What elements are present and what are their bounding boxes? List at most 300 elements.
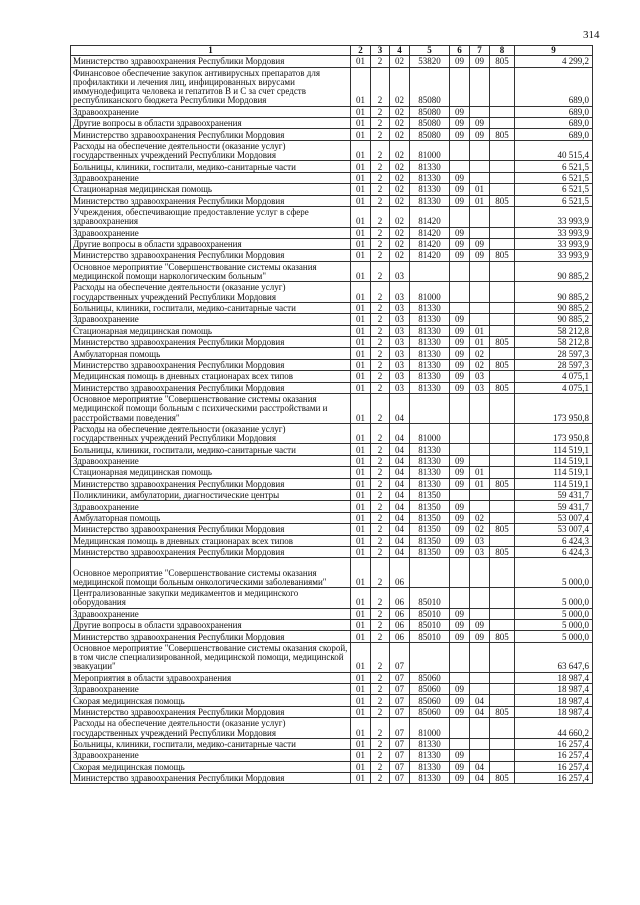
section-cell: 09 bbox=[450, 631, 470, 642]
event-cell: 06 bbox=[390, 620, 410, 631]
subprogram-cell: 2 bbox=[371, 227, 390, 238]
name-cell: Министерство здравоохранения Республики Мордовия bbox=[71, 382, 351, 393]
subsection-cell bbox=[470, 455, 490, 466]
event-cell: 02 bbox=[390, 161, 410, 172]
name-cell: Учреждения, обеспечивающие предоставление услуг в сфере здравоохранения bbox=[71, 206, 351, 227]
subsection-cell bbox=[470, 302, 490, 313]
sum-cell: 689,0 bbox=[515, 117, 593, 128]
sum-cell: 63 647,6 bbox=[515, 642, 593, 672]
table-row bbox=[71, 558, 593, 588]
table-row bbox=[71, 642, 593, 672]
event-cell: 04 bbox=[390, 423, 410, 444]
direction-cell: 81330 bbox=[410, 750, 450, 761]
section-cell: 09 bbox=[450, 382, 470, 393]
name-cell: Министерство здравоохранения Республики Мордовия bbox=[71, 250, 351, 261]
sum-cell: 58 212,8 bbox=[515, 337, 593, 348]
subsection-cell: 01 bbox=[470, 325, 490, 336]
ministry-cell bbox=[490, 140, 515, 161]
event-cell: 02 bbox=[390, 172, 410, 183]
name-cell: Расходы на обеспечение деятельности (оказание услуг) государственных учреждений Республики Мордовия bbox=[71, 718, 351, 739]
name-cell: Стационарная медицинская помощь bbox=[71, 184, 351, 195]
program-cell: 01 bbox=[351, 478, 371, 489]
table-row bbox=[71, 371, 593, 382]
section-cell: 09 bbox=[450, 478, 470, 489]
direction-cell: 81000 bbox=[410, 423, 450, 444]
section-cell: 09 bbox=[450, 524, 470, 535]
name-cell: Министерство здравоохранения Республики Мордовия bbox=[71, 56, 351, 67]
program-cell: 01 bbox=[351, 282, 371, 303]
event-cell: 07 bbox=[390, 718, 410, 739]
subprogram-cell: 2 bbox=[371, 706, 390, 717]
ministry-cell bbox=[490, 172, 515, 183]
event-cell: 04 bbox=[390, 535, 410, 546]
subprogram-cell: 2 bbox=[371, 394, 390, 424]
sum-cell: 6 521,5 bbox=[515, 172, 593, 183]
direction-cell: 81330 bbox=[410, 467, 450, 478]
table-row bbox=[71, 337, 593, 348]
event-cell: 03 bbox=[390, 261, 410, 282]
subprogram-cell: 2 bbox=[371, 631, 390, 642]
program-cell: 01 bbox=[351, 501, 371, 512]
subsection-cell: 01 bbox=[470, 195, 490, 206]
section-cell: 09 bbox=[450, 695, 470, 706]
subsection-cell bbox=[470, 489, 490, 500]
table-row bbox=[71, 140, 593, 161]
subprogram-cell: 2 bbox=[371, 535, 390, 546]
event-cell: 02 bbox=[390, 184, 410, 195]
table-row bbox=[71, 706, 593, 717]
section-cell: 09 bbox=[450, 250, 470, 261]
table-row bbox=[71, 67, 593, 106]
direction-cell: 81330 bbox=[410, 444, 450, 455]
section-cell: 09 bbox=[450, 359, 470, 370]
sum-cell: 18 987,4 bbox=[515, 672, 593, 683]
table-row bbox=[71, 512, 593, 523]
subprogram-cell: 2 bbox=[371, 302, 390, 313]
section-cell bbox=[450, 738, 470, 749]
name-cell: Больницы, клиники, госпитали, медико-санитарные части bbox=[71, 161, 351, 172]
subsection-cell: 03 bbox=[470, 382, 490, 393]
section-cell: 09 bbox=[450, 467, 470, 478]
ministry-cell bbox=[490, 444, 515, 455]
direction-cell: 81420 bbox=[410, 238, 450, 249]
direction-cell: 81350 bbox=[410, 512, 450, 523]
subprogram-cell: 2 bbox=[371, 642, 390, 672]
section-cell: 09 bbox=[450, 238, 470, 249]
program-cell: 01 bbox=[351, 695, 371, 706]
event-cell: 04 bbox=[390, 478, 410, 489]
subprogram-cell: 2 bbox=[371, 140, 390, 161]
ministry-cell bbox=[490, 106, 515, 117]
ministry-cell bbox=[490, 608, 515, 619]
subprogram-cell: 2 bbox=[371, 67, 390, 106]
program-cell: 01 bbox=[351, 129, 371, 140]
section-cell: 09 bbox=[450, 195, 470, 206]
program-cell: 01 bbox=[351, 394, 371, 424]
direction-cell: 81420 bbox=[410, 250, 450, 261]
program-cell: 01 bbox=[351, 718, 371, 739]
subsection-cell: 09 bbox=[470, 620, 490, 631]
section-cell bbox=[450, 489, 470, 500]
name-cell: Здравоохранение bbox=[71, 106, 351, 117]
name-cell: Министерство здравоохранения Республики Мордовия bbox=[71, 546, 351, 557]
section-cell: 09 bbox=[450, 325, 470, 336]
ministry-cell bbox=[490, 672, 515, 683]
table-row bbox=[71, 250, 593, 261]
subprogram-cell: 2 bbox=[371, 608, 390, 619]
table-row bbox=[71, 718, 593, 739]
section-cell: 09 bbox=[450, 227, 470, 238]
subprogram-cell: 2 bbox=[371, 546, 390, 557]
event-cell: 03 bbox=[390, 282, 410, 303]
event-cell: 07 bbox=[390, 750, 410, 761]
ministry-cell: 805 bbox=[490, 772, 515, 783]
name-cell: Министерство здравоохранения Республики Мордовия bbox=[71, 478, 351, 489]
sum-cell: 33 993,9 bbox=[515, 206, 593, 227]
subsection-cell: 02 bbox=[470, 359, 490, 370]
name-cell: Расходы на обеспечение деятельности (оказание услуг) государственных учреждений Республики Мордовия bbox=[71, 282, 351, 303]
direction-cell: 81350 bbox=[410, 501, 450, 512]
direction-cell: 85060 bbox=[410, 695, 450, 706]
program-cell: 01 bbox=[351, 761, 371, 772]
event-cell: 02 bbox=[390, 238, 410, 249]
sum-cell: 53 007,4 bbox=[515, 512, 593, 523]
sum-cell: 16 257,4 bbox=[515, 738, 593, 749]
ministry-cell bbox=[490, 455, 515, 466]
subsection-cell bbox=[470, 206, 490, 227]
direction-cell: 81330 bbox=[410, 761, 450, 772]
section-cell: 09 bbox=[450, 56, 470, 67]
sum-cell: 40 515,4 bbox=[515, 140, 593, 161]
name-cell: Медицинская помощь в дневных стационарах всех типов bbox=[71, 371, 351, 382]
subsection-cell bbox=[470, 161, 490, 172]
subprogram-cell: 2 bbox=[371, 325, 390, 336]
direction-cell: 85060 bbox=[410, 706, 450, 717]
direction-cell: 81000 bbox=[410, 140, 450, 161]
name-cell: Стационарная медицинская помощь bbox=[71, 325, 351, 336]
program-cell: 01 bbox=[351, 359, 371, 370]
program-cell: 01 bbox=[351, 348, 371, 359]
section-cell: 09 bbox=[450, 117, 470, 128]
direction-cell: 85080 bbox=[410, 106, 450, 117]
event-cell: 04 bbox=[390, 455, 410, 466]
ministry-cell: 805 bbox=[490, 195, 515, 206]
sum-cell: 5 000,0 bbox=[515, 558, 593, 588]
event-cell: 07 bbox=[390, 672, 410, 683]
table-row bbox=[71, 467, 593, 478]
subprogram-cell: 2 bbox=[371, 195, 390, 206]
section-cell bbox=[450, 282, 470, 303]
program-cell: 01 bbox=[351, 444, 371, 455]
ministry-cell: 805 bbox=[490, 631, 515, 642]
sum-cell: 16 257,4 bbox=[515, 750, 593, 761]
name-cell: Министерство здравоохранения Республики Мордовия bbox=[71, 337, 351, 348]
name-cell: Другие вопросы в области здравоохранения bbox=[71, 620, 351, 631]
name-cell: Основное мероприятие "Совершенствование системы оказания медицинской помощи больным с психическими расстройствами и расстройствами поведения" bbox=[71, 394, 351, 424]
subprogram-cell: 2 bbox=[371, 501, 390, 512]
table-row bbox=[71, 394, 593, 424]
name-cell: Министерство здравоохранения Республики Мордовия bbox=[71, 772, 351, 783]
ministry-cell bbox=[490, 684, 515, 695]
name-cell: Больницы, клиники, госпитали, медико-санитарные части bbox=[71, 738, 351, 749]
name-cell: Расходы на обеспечение деятельности (оказание услуг) государственных учреждений Республики Мордовия bbox=[71, 423, 351, 444]
ministry-cell bbox=[490, 558, 515, 588]
ministry-cell: 805 bbox=[490, 382, 515, 393]
event-cell: 03 bbox=[390, 371, 410, 382]
subprogram-cell: 2 bbox=[371, 238, 390, 249]
program-cell: 01 bbox=[351, 325, 371, 336]
section-cell: 09 bbox=[450, 106, 470, 117]
section-cell: 09 bbox=[450, 761, 470, 772]
section-cell: 09 bbox=[450, 750, 470, 761]
name-cell: Амбулаторная помощь bbox=[71, 348, 351, 359]
name-cell: Скорая медицинская помощь bbox=[71, 695, 351, 706]
section-cell bbox=[450, 423, 470, 444]
subsection-cell bbox=[470, 67, 490, 106]
direction-cell: 85010 bbox=[410, 608, 450, 619]
event-cell: 02 bbox=[390, 67, 410, 106]
subprogram-cell: 2 bbox=[371, 478, 390, 489]
sum-cell: 9 bbox=[515, 46, 593, 56]
subsection-cell bbox=[470, 501, 490, 512]
sum-cell: 28 597,3 bbox=[515, 348, 593, 359]
subprogram-cell: 2 bbox=[371, 684, 390, 695]
table-row bbox=[71, 359, 593, 370]
event-cell: 06 bbox=[390, 588, 410, 609]
table-row bbox=[71, 302, 593, 313]
section-cell: 09 bbox=[450, 501, 470, 512]
subsection-cell bbox=[470, 642, 490, 672]
ministry-cell bbox=[490, 302, 515, 313]
event-cell: 03 bbox=[390, 337, 410, 348]
ministry-cell bbox=[490, 314, 515, 325]
name-cell: Здравоохранение bbox=[71, 608, 351, 619]
ministry-cell bbox=[490, 535, 515, 546]
program-cell: 01 bbox=[351, 161, 371, 172]
section-cell bbox=[450, 672, 470, 683]
subprogram-cell: 2 bbox=[371, 117, 390, 128]
subprogram-cell: 2 bbox=[371, 738, 390, 749]
program-cell: 01 bbox=[351, 337, 371, 348]
sum-cell: 28 597,3 bbox=[515, 359, 593, 370]
sum-cell: 4 075,1 bbox=[515, 371, 593, 382]
subsection-cell bbox=[470, 684, 490, 695]
ministry-cell bbox=[490, 161, 515, 172]
direction-cell bbox=[410, 261, 450, 282]
event-cell: 02 bbox=[390, 56, 410, 67]
section-cell: 09 bbox=[450, 546, 470, 557]
ministry-cell: 805 bbox=[490, 546, 515, 557]
sum-cell: 5 000,0 bbox=[515, 631, 593, 642]
subprogram-cell: 2 bbox=[371, 620, 390, 631]
direction-cell: 53820 bbox=[410, 56, 450, 67]
direction-cell: 81330 bbox=[410, 184, 450, 195]
ministry-cell bbox=[490, 750, 515, 761]
subsection-cell bbox=[470, 444, 490, 455]
program-cell: 01 bbox=[351, 642, 371, 672]
subsection-cell: 04 bbox=[470, 706, 490, 717]
subsection-cell: 03 bbox=[470, 371, 490, 382]
sum-cell: 689,0 bbox=[515, 129, 593, 140]
event-cell: 02 bbox=[390, 250, 410, 261]
subsection-cell: 01 bbox=[470, 467, 490, 478]
table-row bbox=[71, 772, 593, 783]
event-cell: 02 bbox=[390, 206, 410, 227]
sum-cell: 90 885,2 bbox=[515, 314, 593, 325]
section-cell bbox=[450, 394, 470, 424]
ministry-cell bbox=[490, 117, 515, 128]
sum-cell: 4 299,2 bbox=[515, 56, 593, 67]
direction-cell: 81330 bbox=[410, 455, 450, 466]
table-row bbox=[71, 535, 593, 546]
sum-cell: 18 987,4 bbox=[515, 695, 593, 706]
program-cell: 01 bbox=[351, 489, 371, 500]
event-cell: 03 bbox=[390, 359, 410, 370]
subprogram-cell: 2 bbox=[371, 672, 390, 683]
event-cell: 03 bbox=[390, 348, 410, 359]
subprogram-cell: 2 bbox=[371, 524, 390, 535]
event-cell: 02 bbox=[390, 195, 410, 206]
name-cell: Поликлиники, амбулатории, диагностические центры bbox=[71, 489, 351, 500]
program-cell: 01 bbox=[351, 672, 371, 683]
event-cell: 04 bbox=[390, 524, 410, 535]
ministry-cell bbox=[490, 695, 515, 706]
program-cell: 01 bbox=[351, 423, 371, 444]
section-cell: 09 bbox=[450, 684, 470, 695]
subprogram-cell: 2 bbox=[371, 261, 390, 282]
ministry-cell: 805 bbox=[490, 359, 515, 370]
table-row bbox=[71, 172, 593, 183]
subprogram-cell: 2 bbox=[371, 56, 390, 67]
ministry-cell: 805 bbox=[490, 478, 515, 489]
section-cell: 09 bbox=[450, 608, 470, 619]
ministry-cell bbox=[490, 761, 515, 772]
sum-cell: 16 257,4 bbox=[515, 772, 593, 783]
event-cell: 07 bbox=[390, 684, 410, 695]
table-row bbox=[71, 455, 593, 466]
subsection-cell bbox=[470, 558, 490, 588]
sum-cell: 18 987,4 bbox=[515, 684, 593, 695]
program-cell: 01 bbox=[351, 558, 371, 588]
event-cell: 04 bbox=[390, 489, 410, 500]
name-cell: Больницы, клиники, госпитали, медико-санитарные части bbox=[71, 302, 351, 313]
subsection-cell bbox=[470, 738, 490, 749]
direction-cell: 85010 bbox=[410, 631, 450, 642]
direction-cell bbox=[410, 394, 450, 424]
name-cell: Финансовое обеспечение закупок антивирусных препаратов для профилактики и лечения лиц, инфицированных вирусами иммунодефицита человека и гепатитов В и С за счет средств республиканского бюджета Республики Мордовия bbox=[71, 67, 351, 106]
subprogram-cell: 2 bbox=[371, 772, 390, 783]
ministry-cell bbox=[490, 282, 515, 303]
table-row bbox=[71, 489, 593, 500]
event-cell: 04 bbox=[390, 467, 410, 478]
section-cell: 09 bbox=[450, 620, 470, 631]
event-cell: 03 bbox=[390, 314, 410, 325]
subsection-cell: 09 bbox=[470, 238, 490, 249]
sum-cell: 33 993,9 bbox=[515, 250, 593, 261]
event-cell: 04 bbox=[390, 394, 410, 424]
name-cell: Здравоохранение bbox=[71, 455, 351, 466]
table-row bbox=[71, 620, 593, 631]
ministry-cell bbox=[490, 423, 515, 444]
direction-cell bbox=[410, 642, 450, 672]
ministry-cell bbox=[490, 501, 515, 512]
event-cell: 06 bbox=[390, 608, 410, 619]
subprogram-cell: 2 bbox=[371, 206, 390, 227]
subsection-cell: 01 bbox=[470, 184, 490, 195]
ministry-cell bbox=[490, 718, 515, 739]
section-cell: 09 bbox=[450, 772, 470, 783]
subsection-cell bbox=[470, 672, 490, 683]
name-cell: Скорая медицинская помощь bbox=[71, 761, 351, 772]
event-cell: 04 bbox=[390, 501, 410, 512]
table-row bbox=[71, 684, 593, 695]
program-cell: 01 bbox=[351, 535, 371, 546]
section-cell: 09 bbox=[450, 455, 470, 466]
ministry-cell bbox=[490, 738, 515, 749]
name-cell: Централизованные закупки медикаментов и медицинского оборудования bbox=[71, 588, 351, 609]
section-cell bbox=[450, 206, 470, 227]
program-cell: 01 bbox=[351, 117, 371, 128]
name-cell: Здравоохранение bbox=[71, 501, 351, 512]
name-cell: Здравоохранение bbox=[71, 684, 351, 695]
table-row bbox=[71, 501, 593, 512]
sum-cell: 6 424,3 bbox=[515, 546, 593, 557]
subsection-cell: 03 bbox=[470, 535, 490, 546]
direction-cell: 81330 bbox=[410, 478, 450, 489]
direction-cell: 81330 bbox=[410, 738, 450, 749]
program-cell: 01 bbox=[351, 750, 371, 761]
table-row bbox=[71, 161, 593, 172]
program-cell: 01 bbox=[351, 706, 371, 717]
subsection-cell: 03 bbox=[470, 546, 490, 557]
name-cell: Министерство здравоохранения Республики Мордовия bbox=[71, 524, 351, 535]
event-cell: 02 bbox=[390, 106, 410, 117]
program-cell: 01 bbox=[351, 206, 371, 227]
event-cell: 02 bbox=[390, 140, 410, 161]
direction-cell: 85010 bbox=[410, 588, 450, 609]
event-cell: 04 bbox=[390, 512, 410, 523]
event-cell: 03 bbox=[390, 382, 410, 393]
ministry-cell: 805 bbox=[490, 250, 515, 261]
subsection-cell bbox=[470, 172, 490, 183]
event-cell: 04 bbox=[390, 444, 410, 455]
ministry-cell: 805 bbox=[490, 706, 515, 717]
program-cell: 01 bbox=[351, 512, 371, 523]
program-cell: 01 bbox=[351, 467, 371, 478]
table-row bbox=[71, 478, 593, 489]
name-cell: Здравоохранение bbox=[71, 314, 351, 325]
subprogram-cell: 2 bbox=[371, 161, 390, 172]
subsection-cell bbox=[470, 261, 490, 282]
subsection-cell: 04 bbox=[470, 761, 490, 772]
ministry-cell: 805 bbox=[490, 129, 515, 140]
subprogram-cell: 2 bbox=[371, 512, 390, 523]
table-row bbox=[71, 238, 593, 249]
subsection-cell: 01 bbox=[470, 478, 490, 489]
table-row bbox=[71, 524, 593, 535]
subprogram-cell: 2 bbox=[371, 314, 390, 325]
sum-cell: 6 521,5 bbox=[515, 184, 593, 195]
sum-cell: 114 519,1 bbox=[515, 478, 593, 489]
table-row bbox=[71, 444, 593, 455]
ministry-cell bbox=[490, 512, 515, 523]
program-cell: 01 bbox=[351, 238, 371, 249]
table-row bbox=[71, 423, 593, 444]
name-cell: Амбулаторная помощь bbox=[71, 512, 351, 523]
subsection-cell: 04 bbox=[470, 772, 490, 783]
name-cell: Другие вопросы в области здравоохранения bbox=[71, 117, 351, 128]
sum-cell: 90 885,2 bbox=[515, 302, 593, 313]
